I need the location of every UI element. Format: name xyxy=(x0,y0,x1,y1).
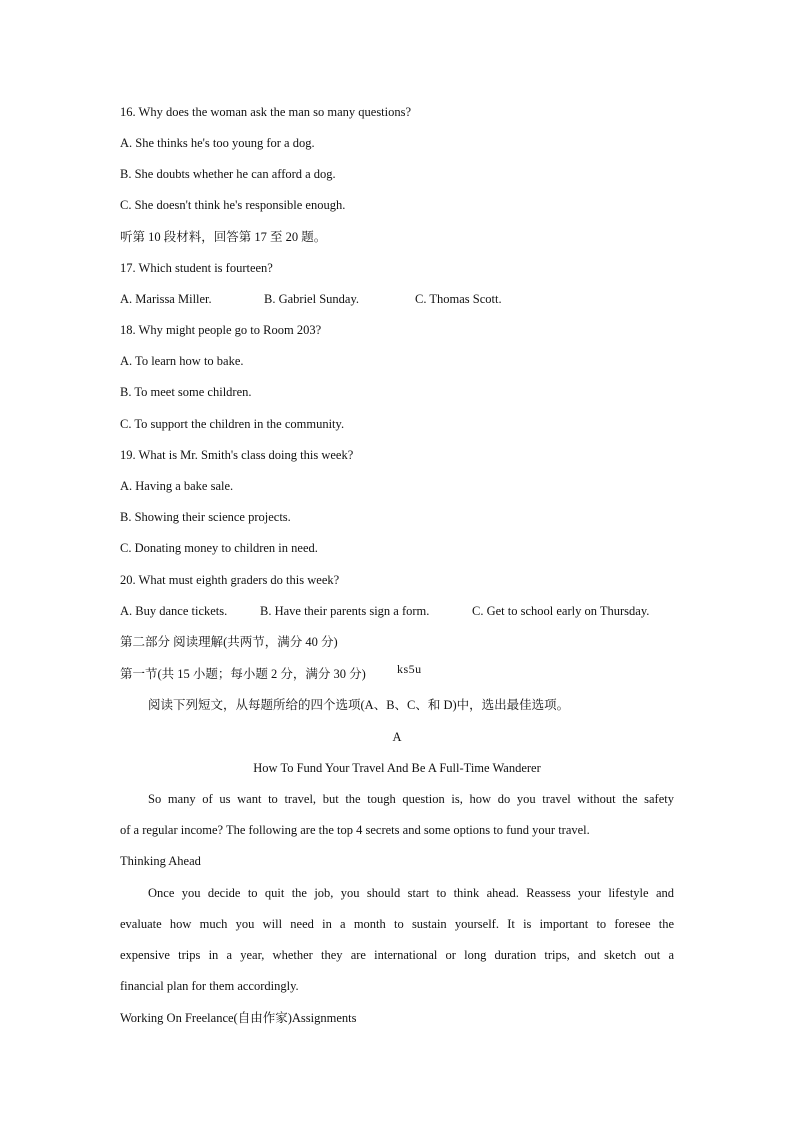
subheading-thinking-ahead: Thinking Ahead xyxy=(120,854,201,868)
paragraph-2-line-4: financial plan for them accordingly. xyxy=(120,979,299,993)
question-20-option-c: C. Get to school early on Thursday. xyxy=(472,604,650,618)
watermark-text: ks5u xyxy=(397,662,422,676)
question-20-option-b: B. Have their parents sign a form. xyxy=(260,604,430,618)
question-16-option-c: C. She doesn't think he's responsible enough. xyxy=(120,198,346,212)
part-2-heading: 第二部分 阅读理解(共两节，满分 40 分) xyxy=(120,635,338,649)
paragraph-2-line-3: expensive trips in a year, whether they are international or long duration trips, and sketch out a xyxy=(120,948,674,962)
question-19-option-b: B. Showing their science projects. xyxy=(120,510,291,524)
paragraph-2-line-2: evaluate how much you will need in a month to sustain yourself. It is important to foresee the xyxy=(120,917,674,931)
question-17-stem: 17. Which student is fourteen? xyxy=(120,261,273,275)
paragraph-1-line-1: So many of us want to travel, but the tough question is, how do you travel without the safety xyxy=(148,792,674,806)
question-20-stem: 20. What must eighth graders do this week? xyxy=(120,573,340,587)
section-10-instruction: 听第 10 段材料，回答第 17 至 20 题。 xyxy=(120,230,327,244)
passage-title: How To Fund Your Travel And Be A Full-Time Wanderer xyxy=(253,761,541,775)
question-20-options xyxy=(120,603,680,619)
question-20-option-a: A. Buy dance tickets. xyxy=(120,604,228,618)
paragraph-1-line-2: of a regular income? The following are the top 4 secrets and some options to fund your travel. xyxy=(120,823,590,837)
question-17-options xyxy=(120,291,680,307)
question-17-option-a: A. Marissa Miller. xyxy=(120,292,212,306)
question-17-option-b: B. Gabriel Sunday. xyxy=(264,292,360,306)
question-19-option-c: C. Donating money to children in need. xyxy=(120,541,318,555)
question-19-stem: 19. What is Mr. Smith's class doing this week? xyxy=(120,448,354,462)
passage-label: A xyxy=(392,730,402,744)
question-18-stem: 18. Why might people go to Room 203? xyxy=(120,323,322,337)
question-18-option-b: B. To meet some children. xyxy=(120,385,252,399)
reading-instructions: 阅读下列短文，从每题所给的四个选项(A、B、C、和 D)中，选出最佳选项。 xyxy=(148,698,570,712)
question-19-option-a: A. Having a bake sale. xyxy=(120,479,234,493)
question-18-option-a: A. To learn how to bake. xyxy=(120,354,244,368)
question-16-option-a: A. She thinks he's too young for a dog. xyxy=(120,136,315,150)
question-18-option-c: C. To support the children in the community. xyxy=(120,417,345,431)
question-16-option-b: B. She doubts whether he can afford a dog. xyxy=(120,167,336,181)
question-17-option-c: C. Thomas Scott. xyxy=(415,292,502,306)
paragraph-2-line-1: Once you decide to quit the job, you should start to think ahead. Reassess your lifestyle and xyxy=(148,886,674,900)
subheading-freelance: Working On Freelance(自由作家)Assignments xyxy=(120,1011,357,1025)
question-16-stem: 16. Why does the woman ask the man so many questions? xyxy=(120,105,412,119)
section-1-heading: 第一节(共 15 小题；每小题 2 分，满分 30 分) xyxy=(120,667,366,681)
